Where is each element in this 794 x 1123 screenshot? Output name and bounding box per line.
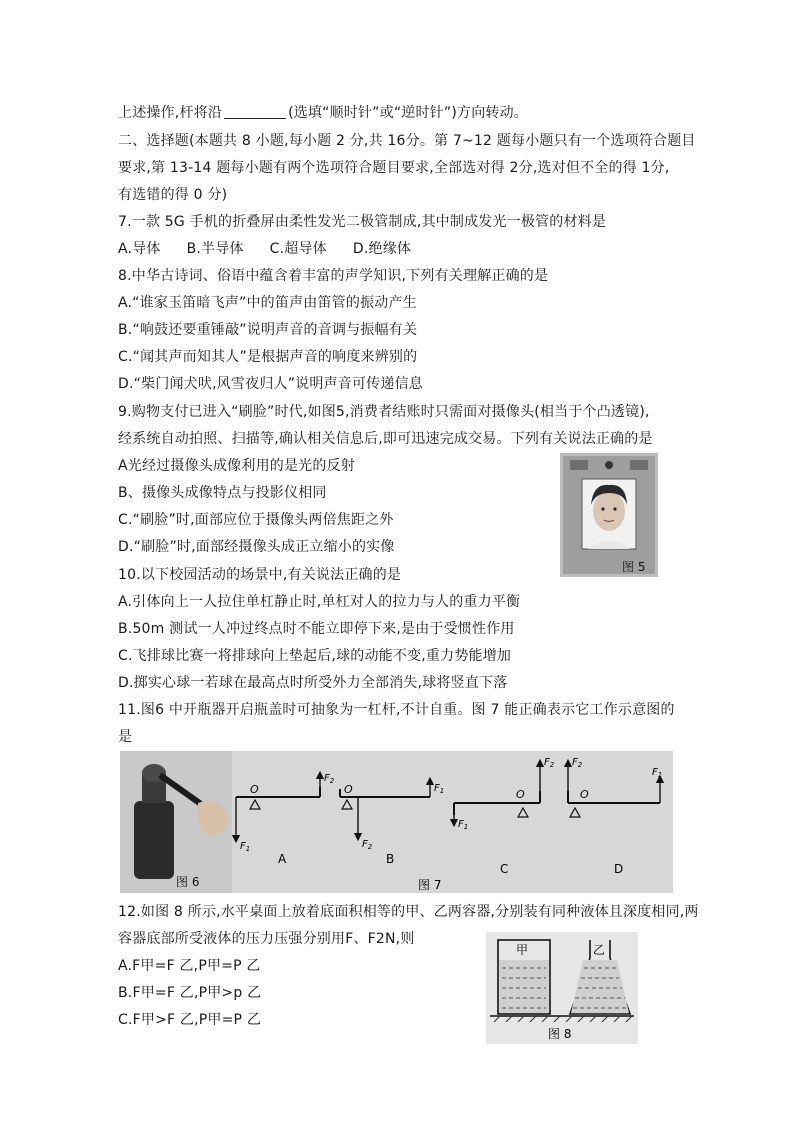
panel-a-label: A — [278, 852, 287, 866]
option-c[interactable]: C.F甲>F 乙,P甲=P 乙 — [118, 1012, 262, 1028]
question-7-options — [118, 239, 437, 259]
pivot-o-label: O — [250, 783, 259, 796]
pivot-o-label: O — [516, 788, 525, 801]
panel-d-label: D — [614, 862, 624, 876]
force-f1-label: $F_1$ — [240, 841, 251, 853]
question-7-stem: 7.一款 5G 手机的折叠屏由柔性发光二极管制成,其中制成发光一极管的材料是 — [118, 214, 607, 230]
question-8-stem: 8.中华古诗词、俗语中蕴含着丰富的声学知识,下列有关理解正确的是 — [118, 268, 549, 284]
force-f2-label: $F_2$ — [362, 839, 373, 851]
figure-5-label: 图 5 — [622, 560, 646, 574]
option-a[interactable]: A.F甲=F 乙,P甲=P 乙 — [118, 958, 261, 974]
option-d[interactable]: D.“柴门闻犬吠,风雪夜归人”说明声音可传递信息 — [118, 376, 423, 392]
section-header-line: 要求,第 13-14 题每小题有两个选项符合题目要求,全部选对得 2分,选对但不全的得 1分, — [118, 160, 670, 176]
question-10-stem: 10.以下校园活动的场景中,有关说法正确的是 — [118, 567, 402, 583]
continuation-tail: (选填“顺时针”或“逆时针”)方向转动。 — [288, 105, 528, 121]
panel-b-label: B — [386, 852, 395, 866]
container-jia-label: 甲 — [516, 943, 529, 957]
figure-8 — [486, 932, 638, 1044]
section-header-line: 二、选择题(本题共 8 小题,每小题 2 分,共 16分。第 7~12 题每小题只有一个选项符合题目 — [118, 133, 696, 149]
option-d[interactable]: D.绝缘体 — [352, 241, 412, 257]
option-c[interactable]: C.“闻其声而知其人”是根据声音的响度来辨别的 — [118, 349, 418, 365]
option-b[interactable]: B.“响鼓还要重锤敲”说明声音的音调与振幅有关 — [118, 322, 418, 338]
continuation-line — [118, 103, 528, 123]
force-f2-label: $F_2$ — [544, 757, 555, 769]
option-d[interactable]: D.掷实心球一若球在最高点时所受外力全部消失,球将竖直下落 — [118, 675, 508, 691]
two-containers-diagram — [486, 932, 638, 1044]
option-a[interactable]: A.导体 — [118, 241, 161, 257]
option-a[interactable]: A光经过摄像头成像利用的是光的反射 — [118, 458, 355, 474]
option-a[interactable]: A.“谁家玉笛暗飞声”中的笛声由笛管的振动产生 — [118, 295, 417, 311]
question-9-stem: 9.购物支付已进入“刷脸”时代,如图5,消费者结账时只需面对摄像头(相当于个凸透镜), — [118, 404, 650, 420]
continuation-text: 上述操作,杆将沿 — [118, 105, 223, 121]
option-b[interactable]: B.F甲=F 乙,P甲>p 乙 — [118, 985, 262, 1001]
option-b[interactable]: B、摄像头成像特点与投影仪相同 — [118, 485, 327, 501]
figure-6-7 — [120, 751, 673, 893]
question-9-stem: 经系统自动拍照、扫描等,确认相关信息后,即可迅速完成交易。下列有关说法正确的是 — [118, 431, 653, 447]
section-header-line: 有选错的得 0 分) — [118, 187, 228, 203]
figure-8-label: 图 8 — [548, 1027, 572, 1041]
pivot-o-label: O — [344, 783, 353, 796]
lever-diagrams — [120, 751, 673, 893]
force-f1-label: $F_1$ — [652, 767, 663, 779]
option-b[interactable]: B.半导体 — [186, 241, 244, 257]
question-12-stem: 容器底部所受液体的压力压强分别用F、F2N,则 — [118, 931, 415, 947]
figure-5 — [560, 453, 658, 577]
face-pay-terminal-image — [560, 453, 658, 577]
force-f1-label: $F_1$ — [458, 819, 469, 831]
option-c[interactable]: C.飞排球比赛一将排球向上垫起后,球的动能不变,重力势能增加 — [118, 648, 512, 664]
pivot-o-label: O — [580, 788, 589, 801]
figure-6-label: 图 6 — [176, 875, 200, 889]
option-c[interactable]: C.“刷脸”时,面部应位于摄像头两倍焦距之外 — [118, 512, 394, 528]
force-f2-label: $F_2$ — [324, 773, 335, 785]
force-f2-label: $F_2$ — [572, 757, 583, 769]
figure-7-label: 图 7 — [418, 878, 442, 892]
option-c[interactable]: C.超导体 — [269, 241, 327, 257]
force-f1-label: $F_1$ — [434, 783, 445, 795]
option-a[interactable]: A.引体向上一人拉住单杠静止时,单杠对人的拉力与人的重力平衡 — [118, 594, 521, 610]
bottle-opener-photo — [120, 751, 232, 893]
question-11-stem: 是 — [118, 729, 133, 745]
option-b[interactable]: B.50m 测试一人冲过终点时不能立即停下来,是由于受惯性作用 — [118, 621, 515, 637]
panel-c-label: C — [500, 862, 509, 876]
question-12-stem: 12.如图 8 所示,水平桌面上放着底面积相等的甲、乙两容器,分别装有同种液体且深度相同,两 — [118, 904, 699, 920]
container-yi-label: 乙 — [593, 943, 606, 957]
question-11-stem: 11.图6 中开瓶器开启瓶盖时可抽象为一杠杆,不计自重。图 7 能正确表示它工作示意图的 — [118, 702, 675, 718]
option-d[interactable]: D.“刷脸”时,面部经摄像头成正立缩小的实像 — [118, 539, 395, 555]
answer-blank[interactable] — [224, 104, 286, 119]
